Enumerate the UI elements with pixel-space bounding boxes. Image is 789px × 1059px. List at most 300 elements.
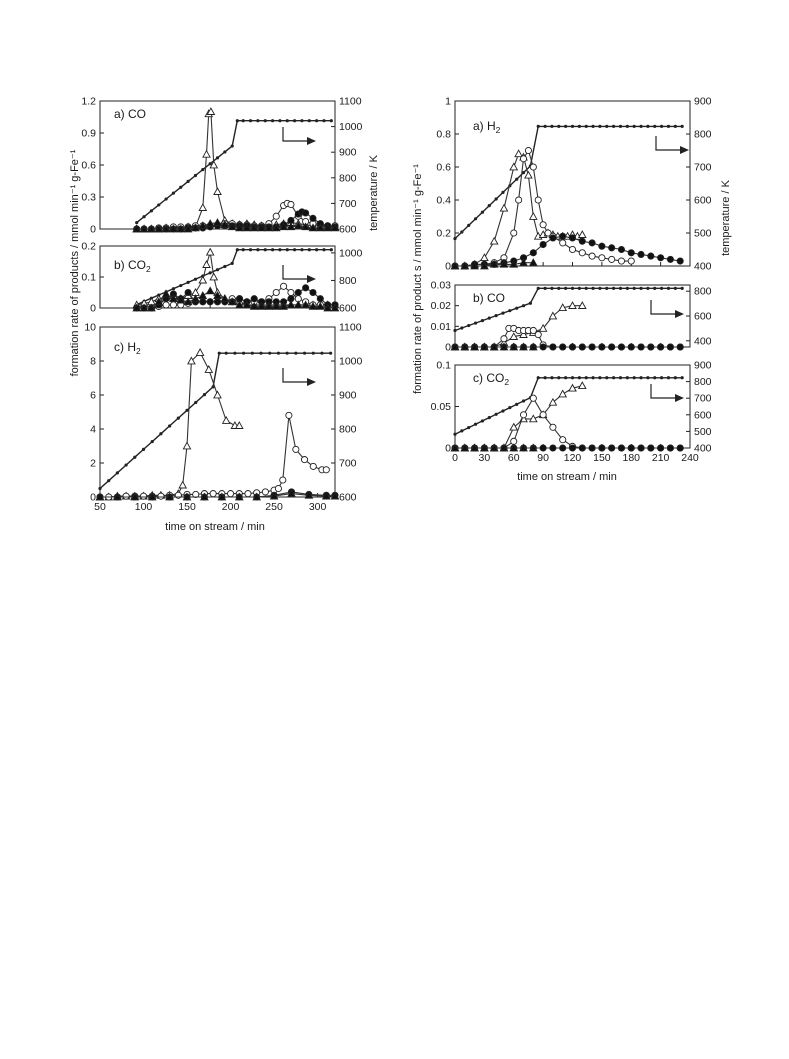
temperature-point — [242, 352, 245, 355]
data-point-triangle-open — [203, 261, 210, 268]
data-point-circle-open — [525, 147, 531, 153]
y-tick-label: 0.6 — [436, 161, 451, 174]
data-point-circle-open — [560, 240, 566, 246]
temperature-point — [481, 419, 484, 422]
panel-label-main: a) CO — [114, 107, 147, 121]
temperature-point — [537, 376, 540, 379]
temperature-point — [474, 321, 477, 324]
temperature-point — [460, 326, 463, 329]
data-point-circle-open — [540, 222, 546, 228]
data-point-circle-filled — [589, 240, 595, 246]
data-point-circle-filled — [579, 344, 585, 350]
temperature-line — [137, 121, 332, 223]
data-point-circle-open — [535, 197, 541, 203]
temperature-point — [264, 248, 267, 251]
temperature-point — [612, 376, 615, 379]
y-tick-label: 0.9 — [81, 127, 96, 140]
data-point-triangle-open — [559, 390, 566, 397]
temperature-point — [646, 376, 649, 379]
temperature-point — [653, 287, 656, 290]
temperature-point — [142, 448, 145, 451]
data-point-triangle-open — [214, 188, 221, 194]
data-point-triangle-filled — [207, 287, 214, 294]
data-point-circle-filled — [540, 445, 546, 451]
data-point-circle-filled — [638, 445, 644, 451]
y2-tick-label: 800 — [339, 172, 357, 185]
data-point-circle-filled — [207, 299, 213, 305]
temperature-line — [455, 126, 682, 238]
temperature-point — [209, 162, 212, 165]
left-figure-y2label: temperature / K — [368, 155, 380, 231]
temperature-point — [209, 271, 212, 274]
data-point-circle-filled — [550, 235, 556, 241]
left-figure-xlabel: time on stream / min — [165, 521, 265, 533]
y-tick-label: 0 — [90, 302, 96, 315]
data-point-circle-filled — [677, 445, 683, 451]
series-line-circle-open — [455, 328, 680, 347]
temperature-point — [159, 432, 162, 435]
arrow-head — [307, 378, 316, 386]
y2-tick-label: 600 — [339, 223, 357, 236]
data-point-circle-filled — [628, 445, 634, 451]
data-point-circle-filled — [667, 344, 673, 350]
y-tick-label: 0.02 — [430, 300, 451, 313]
data-point-triangle-open — [515, 150, 522, 157]
data-point-circle-open — [520, 156, 526, 162]
temperature-point — [231, 262, 234, 265]
y-tick-label: 0.1 — [436, 359, 451, 372]
temperature-point — [264, 119, 267, 122]
temperature-point — [674, 287, 677, 290]
data-point-circle-open — [275, 485, 281, 491]
y-tick-label: 0.2 — [436, 227, 451, 240]
y2-tick-label: 1000 — [339, 355, 363, 368]
y2-tick-label: 800 — [339, 274, 357, 287]
temperature-point — [453, 433, 456, 436]
chart-panel-3 — [84, 322, 362, 514]
panel-label-main: c) CO — [473, 371, 505, 385]
temperature-point — [633, 125, 636, 128]
temperature-point — [639, 125, 642, 128]
temperature-point — [157, 203, 160, 206]
temperature-point — [501, 191, 504, 194]
temperature-point — [653, 125, 656, 128]
x-tick-label: 120 — [563, 452, 582, 464]
y2-tick-label: 800 — [339, 423, 357, 436]
temperature-point — [150, 209, 153, 212]
y-tick-label: 0 — [445, 341, 451, 354]
chart-panel-6 — [431, 360, 712, 465]
data-point-triangle-open — [510, 163, 517, 170]
panel-label — [473, 371, 509, 387]
temperature-point — [187, 281, 190, 284]
data-point-circle-filled — [560, 344, 566, 350]
temperature-point — [522, 399, 525, 402]
x-tick-label: 60 — [507, 452, 520, 464]
data-point-circle-open — [530, 395, 536, 401]
y-tick-label: 0.05 — [430, 401, 451, 413]
temperature-point — [194, 278, 197, 281]
data-point-circle-open — [579, 250, 585, 256]
temperature-point — [571, 287, 574, 290]
y2-tick-label: 600 — [339, 302, 357, 315]
temperature-point — [660, 376, 663, 379]
temperature-point — [508, 309, 511, 312]
temperature-point — [557, 125, 560, 128]
temperature-point — [667, 125, 670, 128]
temperature-point — [585, 287, 588, 290]
data-point-circle-open — [140, 493, 146, 499]
temperature-point — [135, 221, 138, 224]
data-point-circle-open — [245, 491, 251, 497]
y-tick-label: 8 — [90, 355, 96, 368]
temperature-point — [564, 287, 567, 290]
temperature-point — [550, 376, 553, 379]
temperature-point — [564, 376, 567, 379]
temperature-point — [236, 119, 239, 122]
temperature-point — [578, 287, 581, 290]
temperature-point — [612, 287, 615, 290]
y2-tick-label: 800 — [694, 376, 712, 389]
data-point-circle-filled — [638, 251, 644, 257]
panel-label — [473, 119, 501, 135]
temperature-point — [177, 417, 180, 420]
panel-label-subscript: 2 — [495, 125, 501, 135]
y2-tick-label: 600 — [694, 409, 712, 422]
temperature-point — [286, 119, 289, 122]
data-point-circle-filled — [579, 445, 585, 451]
x-tick-label: 0 — [452, 452, 458, 464]
temperature-point — [185, 409, 188, 412]
data-point-triangle-open — [197, 349, 204, 356]
temperature-point — [626, 287, 629, 290]
temperature-point — [543, 125, 546, 128]
temperature-axis-arrow-icon — [283, 265, 316, 283]
data-point-circle-open — [511, 438, 517, 444]
data-point-circle-filled — [618, 344, 624, 350]
y2-tick-label: 500 — [694, 425, 712, 438]
temperature-point — [619, 125, 622, 128]
y2-tick-label: 600 — [694, 194, 712, 207]
temperature-point — [300, 248, 303, 251]
data-point-circle-open — [535, 332, 541, 338]
data-point-circle-filled — [648, 445, 654, 451]
temperature-point — [172, 192, 175, 195]
data-point-triangle-open — [579, 231, 586, 237]
y-tick-label: 4 — [90, 423, 96, 436]
data-point-circle-filled — [658, 344, 664, 350]
data-point-circle-filled — [560, 445, 566, 451]
temperature-point — [308, 248, 311, 251]
temperature-point — [216, 268, 219, 271]
data-point-circle-open — [569, 246, 575, 252]
data-point-triangle-open — [530, 213, 537, 220]
temperature-point — [278, 119, 281, 122]
data-point-circle-open — [273, 213, 279, 219]
x-tick-label: 200 — [221, 501, 240, 513]
series-line-triangle-open — [455, 306, 582, 347]
temperature-point — [591, 287, 594, 290]
temperature-point — [508, 406, 511, 409]
y-tick-label: 0.01 — [430, 320, 451, 333]
temperature-point — [453, 329, 456, 332]
temperature-point — [667, 287, 670, 290]
temperature-point — [522, 304, 525, 307]
data-point-circle-filled — [609, 245, 615, 251]
data-point-circle-open — [516, 197, 522, 203]
temperature-point — [537, 125, 540, 128]
data-point-triangle-open — [491, 238, 498, 244]
x-tick-label: 150 — [178, 501, 196, 513]
data-point-circle-filled — [589, 445, 595, 451]
temperature-point — [242, 248, 245, 251]
temperature-point — [591, 376, 594, 379]
temperature-point — [646, 125, 649, 128]
data-point-circle-open — [273, 289, 279, 295]
temperature-point — [271, 119, 274, 122]
panel-label — [114, 340, 141, 356]
chart-panel-4 — [436, 96, 711, 273]
data-point-circle-open — [170, 302, 176, 308]
x-tick-label: 300 — [308, 501, 327, 513]
arrow-head — [307, 275, 316, 283]
panel-label — [114, 258, 151, 274]
data-point-triangle-open — [525, 172, 532, 178]
y2-tick-label: 1000 — [339, 121, 363, 134]
temperature-point — [116, 471, 119, 474]
y-tick-label: 0.6 — [81, 159, 96, 172]
y2-tick-label: 700 — [694, 392, 712, 405]
data-point-circle-filled — [599, 445, 605, 451]
arrow-shaft — [283, 127, 309, 141]
temperature-point — [315, 248, 318, 251]
temperature-line — [455, 378, 682, 434]
data-point-circle-filled — [550, 445, 556, 451]
temperature-point — [681, 376, 684, 379]
data-point-circle-filled — [609, 445, 615, 451]
arrow-head — [307, 137, 316, 145]
panel-label-main: c) H — [114, 340, 136, 354]
temperature-point — [660, 287, 663, 290]
x-tick-label: 90 — [537, 452, 549, 464]
y-tick-label: 0.3 — [81, 191, 96, 204]
arrow-shaft — [651, 384, 677, 398]
data-point-circle-open — [618, 258, 624, 264]
panel-label-subscript: 2 — [136, 346, 141, 356]
temperature-point — [578, 125, 581, 128]
temperature-point — [286, 352, 289, 355]
y2-tick-label: 1100 — [339, 321, 362, 334]
temperature-point — [293, 119, 296, 122]
temperature-point — [271, 248, 274, 251]
temperature-point — [259, 352, 262, 355]
data-point-circle-open — [163, 302, 169, 308]
temperature-point — [564, 125, 567, 128]
temperature-point — [256, 248, 259, 251]
right-figure-y2label: temperature / K — [720, 180, 732, 256]
y-tick-label: 0 — [445, 260, 451, 273]
data-point-triangle-open — [205, 366, 212, 373]
y-tick-label: 0 — [90, 491, 96, 504]
data-point-circle-filled — [214, 299, 220, 305]
temperature-point — [467, 426, 470, 429]
temperature-point — [329, 352, 332, 355]
temperature-point — [529, 302, 532, 305]
data-point-circle-open — [609, 256, 615, 262]
temperature-point — [223, 150, 226, 153]
temperature-point — [322, 119, 325, 122]
temperature-point — [591, 125, 594, 128]
temperature-point — [308, 119, 311, 122]
temperature-point — [278, 248, 281, 251]
series-line-circle-open — [455, 151, 631, 267]
data-point-circle-open — [158, 493, 164, 499]
y2-tick-label: 800 — [694, 128, 712, 141]
temperature-point — [585, 376, 588, 379]
data-point-circle-open — [511, 230, 517, 236]
temperature-point — [619, 287, 622, 290]
data-point-circle-filled — [200, 299, 206, 305]
arrow-head — [675, 394, 684, 402]
panel-label — [473, 291, 505, 305]
data-point-circle-open — [123, 493, 129, 499]
left-figure-ylabel: formation rate of products / mmol min⁻¹ g-Fe⁻¹ — [69, 149, 81, 377]
temperature-axis-arrow-icon — [656, 136, 689, 154]
temperature-point — [286, 248, 289, 251]
temperature-point — [598, 376, 601, 379]
arrow-shaft — [656, 136, 682, 150]
data-point-circle-filled — [303, 210, 309, 216]
data-point-circle-filled — [303, 285, 309, 291]
arrow-head — [675, 310, 684, 318]
data-point-circle-open — [520, 412, 526, 418]
data-point-circle-filled — [185, 289, 191, 295]
x-tick-label: 240 — [681, 452, 699, 464]
data-point-circle-filled — [310, 215, 316, 221]
x-tick-label: 150 — [593, 452, 611, 464]
temperature-point — [598, 287, 601, 290]
temperature-point — [107, 479, 110, 482]
data-point-circle-open — [589, 253, 595, 259]
data-point-circle-open — [628, 258, 634, 264]
temperature-point — [474, 217, 477, 220]
temperature-point — [194, 401, 197, 404]
temperature-point — [251, 352, 254, 355]
temperature-point — [187, 180, 190, 183]
temperature-point — [578, 376, 581, 379]
y-tick-label: 0.2 — [81, 240, 96, 253]
data-point-circle-filled — [540, 241, 546, 247]
data-point-circle-filled — [251, 296, 257, 302]
y2-tick-label: 800 — [694, 285, 712, 298]
temperature-point — [481, 211, 484, 214]
data-point-circle-filled — [648, 344, 654, 350]
y-tick-label: 0 — [90, 223, 96, 236]
temperature-point — [303, 352, 306, 355]
temperature-point — [571, 376, 574, 379]
temperature-point — [515, 178, 518, 181]
y-tick-label: 1 — [445, 95, 451, 108]
data-point-circle-open — [323, 467, 329, 473]
temperature-point — [626, 125, 629, 128]
data-point-circle-filled — [677, 344, 683, 350]
panel-label-main: b) CO — [114, 258, 147, 272]
data-point-circle-open — [501, 336, 507, 342]
data-point-triangle-open — [183, 442, 190, 449]
temperature-point — [495, 413, 498, 416]
temperature-point — [330, 119, 333, 122]
data-point-triangle-open — [223, 417, 230, 424]
data-point-circle-filled — [599, 344, 605, 350]
data-point-circle-filled — [599, 243, 605, 249]
data-point-triangle-open — [179, 482, 186, 489]
data-point-circle-filled — [628, 344, 634, 350]
temperature-point — [201, 168, 204, 171]
data-point-circle-open — [280, 283, 286, 289]
temperature-point — [277, 352, 280, 355]
temperature-point — [322, 248, 325, 251]
temperature-point — [537, 287, 540, 290]
right-figure-xlabel: time on stream / min — [517, 471, 617, 483]
data-point-triangle-open — [199, 204, 206, 210]
temperature-point — [231, 144, 234, 147]
data-point-circle-filled — [618, 445, 624, 451]
temperature-point — [488, 416, 491, 419]
temperature-point — [268, 352, 271, 355]
temperature-point — [256, 119, 259, 122]
panel-label-subscript: 2 — [504, 377, 510, 387]
y2-tick-label: 900 — [339, 389, 357, 402]
temperature-point — [674, 376, 677, 379]
y2-tick-label: 1000 — [339, 247, 363, 260]
data-point-triangle-open — [500, 205, 507, 211]
data-point-triangle-filled — [199, 292, 206, 299]
temperature-point — [674, 125, 677, 128]
temperature-point — [605, 287, 608, 290]
temperature-point — [293, 248, 296, 251]
temperature-axis-arrow-icon — [651, 300, 684, 318]
data-point-circle-open — [550, 424, 556, 430]
data-point-circle-filled — [560, 233, 566, 239]
temperature-point — [218, 352, 221, 355]
temperature-point — [249, 119, 252, 122]
x-tick-label: 250 — [265, 501, 283, 513]
y-tick-label: 2 — [90, 457, 96, 470]
data-point-circle-filled — [569, 235, 575, 241]
data-point-triangle-open — [203, 151, 210, 158]
series-line-triangle-open — [455, 154, 582, 266]
temperature-point — [474, 423, 477, 426]
temperature-point — [216, 156, 219, 159]
temperature-point — [653, 376, 656, 379]
temperature-point — [315, 119, 318, 122]
temperature-point — [550, 125, 553, 128]
panel-label-main: b) CO — [473, 291, 506, 305]
data-point-circle-filled — [530, 250, 536, 256]
x-tick-label: 30 — [478, 452, 491, 464]
temperature-point — [98, 487, 101, 490]
temperature-point — [194, 174, 197, 177]
data-point-circle-filled — [658, 255, 664, 261]
data-point-circle-open — [227, 491, 233, 497]
plot-layer — [81, 96, 711, 514]
y2-tick-label: 400 — [694, 260, 712, 273]
x-tick-label: 180 — [622, 452, 641, 464]
y2-tick-label: 600 — [694, 310, 712, 323]
data-point-circle-open — [599, 255, 605, 261]
temperature-point — [515, 403, 518, 406]
chart-panel-5 — [431, 280, 712, 354]
